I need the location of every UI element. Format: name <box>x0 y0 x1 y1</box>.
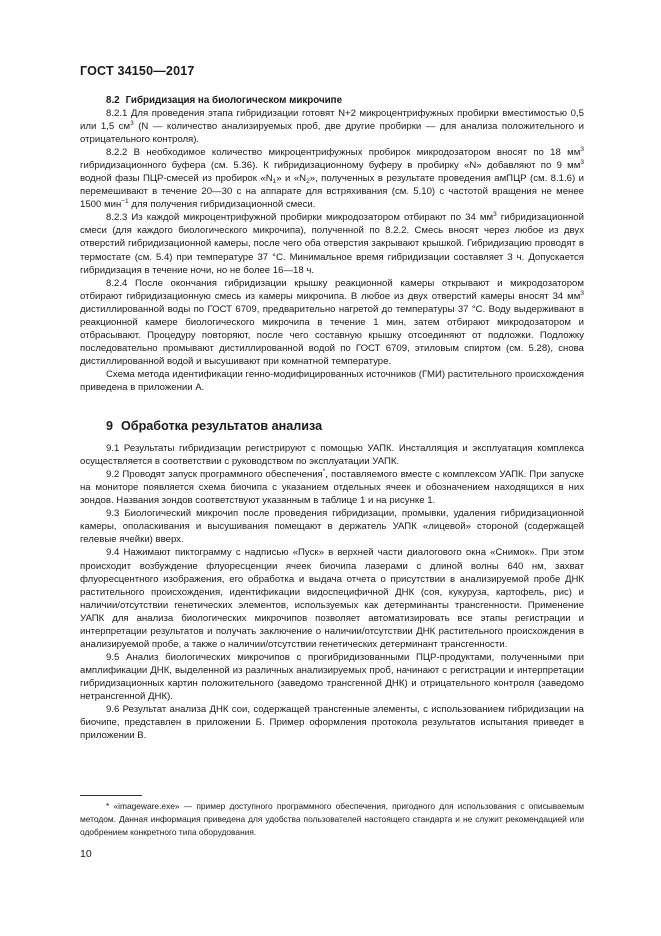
paragraph-9-1: 9.1 Результаты гибридизации регистрируют с помощью УАПК. Инсталляция и эксплуатация комплекса осуществляется в соответствии с руководством по эксплуатации УАПК. <box>80 443 584 468</box>
footnote <box>80 800 584 838</box>
paragraph-9-3: 9.3 Биологический микрочип после проведения гибридизации, промывки, удаления гибридизационной камеры, ополаскивания и высушивания помещают в держатель УАПК «лицевой» стороной (содержащей гелевые ячейки) вверх. <box>80 508 584 546</box>
paragraph-scheme-note: Схема метода идентификации генно-модифицированных источников (ГМИ) растительного происхождения приведена в приложении А. <box>80 368 584 393</box>
section-title: Гибридизация на биологическом микрочипе <box>125 95 343 106</box>
paragraph-9-2: 9.2 Проводят запуск программного обеспечения*, поставляемого вместе с комплексом УАПК. При запуске на мониторе появляется схема биочипа с указанием отдельных ячеек и обозначением находящихся в них зондов. Названия зондов соответствуют указанным в таблице 1 и на рисунке 1. <box>80 468 585 507</box>
section-9-heading <box>80 420 584 433</box>
paragraph-9-5: 9.5 Анализ биологических микрочипов с прогибридизованными ПЦР-продуктами, полученными при амплификации ДНК, выделенной из различных анализируемых проб, начинают с регистрации и интерпретации гибридизационных картин положительного (заведомо трансгенной ДНК) и отрицательного контроля (заведомо нетрансгенной ДНК). <box>80 651 584 702</box>
paragraph-8-2-3: 8.2.3 Из каждой микроцентрифужной пробирки микродозатором отбирают по 34 $мм^3$ гибридизационной смеси (для каждого биологического микрочипа), полученной по 8.2.2. Смесь вносят через любое из двух отверстий гибридизационной камеры, после чего оба отверстия закрывают крышкой. Гибридизацию проводят в термостате (см. 5.4) при температуре 37 °С. Минимальное время гибридизации составляет 3 ч. Допускается гибридизация в течение ночи, но не более 16—18 ч. <box>80 211 584 276</box>
footnote-text: * «imageware.exe» — пример доступного программного обеспечения, пригодного для использования с описываемым методом. Данная информация приведена для удобства пользователей настоящего стандарта и не служит рекомендацией или одобрением конкретного типа оборудования. <box>80 801 584 837</box>
footnote-divider <box>80 795 142 796</box>
paragraph-8-2-1: 8.2.1 Для проведения этапа гибридизации готовят N+2 микроцентрифужных пробирки вместимостью 0,5 или 1,5 $см^3$ (N — количество анализируемых проб, две другие пробирки — для анализа положительного и отрицательного контроля). <box>80 108 584 146</box>
paragraph-9-6: 9.6 Результат анализа ДНК сои, содержащей трансгенные элементы, с использованием гибридизации на биочипе, представлен в приложении Б. Пример оформления протокола результатов испытания приведет в приложении В. <box>80 704 584 742</box>
section-number: 8.2 <box>106 95 120 106</box>
page-number: 10 <box>80 848 92 860</box>
section-title: Обработка результатов анализа <box>121 419 323 434</box>
paragraph-8-2-2: 8.2.2 В необходимое количество микроцентрифужных пробирок микродозатором вносят по 18 $мм^3$ гибридизационного буфера (см. 5.36). К гибридизационному буферу в пробирку «N» добавляют по 9 $мм^3$ водной фазы ПЦР-смесей из пробирок «$N_1$» и «$N_2$», полученных в результате проведения амПЦР (см. 8.1.6) и перемешивают в течение 20—30 с на аппарате для встряхивания (см. 5.10) с частотой вращения не менее 1500 мин$^{-1}$ для получения гибридизационной смеси. <box>80 146 584 211</box>
page-header: ГОСТ 34150—2017 <box>80 64 195 78</box>
section-number: 9 <box>106 419 114 434</box>
section-8-2-heading <box>80 94 584 107</box>
paragraph-8-2-4: 8.2.4 После окончания гибридизации крышку реакционной камеры открывают и микродозатором отбирают гибридизационную смесь из камеры микрочипа. В любое из двух отверстий камеры вносят 34 $мм^3$ дистиллированной воды по ГОСТ 6709, предварительно нагретой до температуры 37 °С. Воду выдерживают в реакционной камере биологического микрочипа в течение 1 мин, затем отбирают микродозатором и отбрасывают. Процедуру повторяют, после чего составную крышку отсоединяют от подложки. Подложку последовательно промывают дистиллированной водой по ГОСТ 6709, этиловым спиртом (см. 5.28), снова дистиллированной водой и высушивают при комнатной температуре. <box>80 277 584 367</box>
paragraph-9-4: 9.4 Нажимают пиктограмму с надписью «Пуск» в верхней части диалогового окна «Снимок». При этом происходит возбуждение флуоресценции ячеек биочипа лазерами с длиной волны 640 нм, захват флуоресцентного изображения, его обработка и выдача отчета о присутствии в анализируемой пробе ДНК растительного происхождения, идентификации видоспецифичной ДНК (соя, кукуруза, картофель, рис) и наличии/отсутствии генетических элементов, используемых как детерминанты трансгенности. Применение УАПК для анализа биологических микрочипов позволяет автоматизировать все этапы регистрации и интерпретации результатов и получать заключение о наличии/отсутствии ДНК растительного происхождения в анализируемой пробе, а также о наличии/отсутствии генетических детерминант трансгенности. <box>80 547 584 650</box>
document-body <box>80 94 584 742</box>
